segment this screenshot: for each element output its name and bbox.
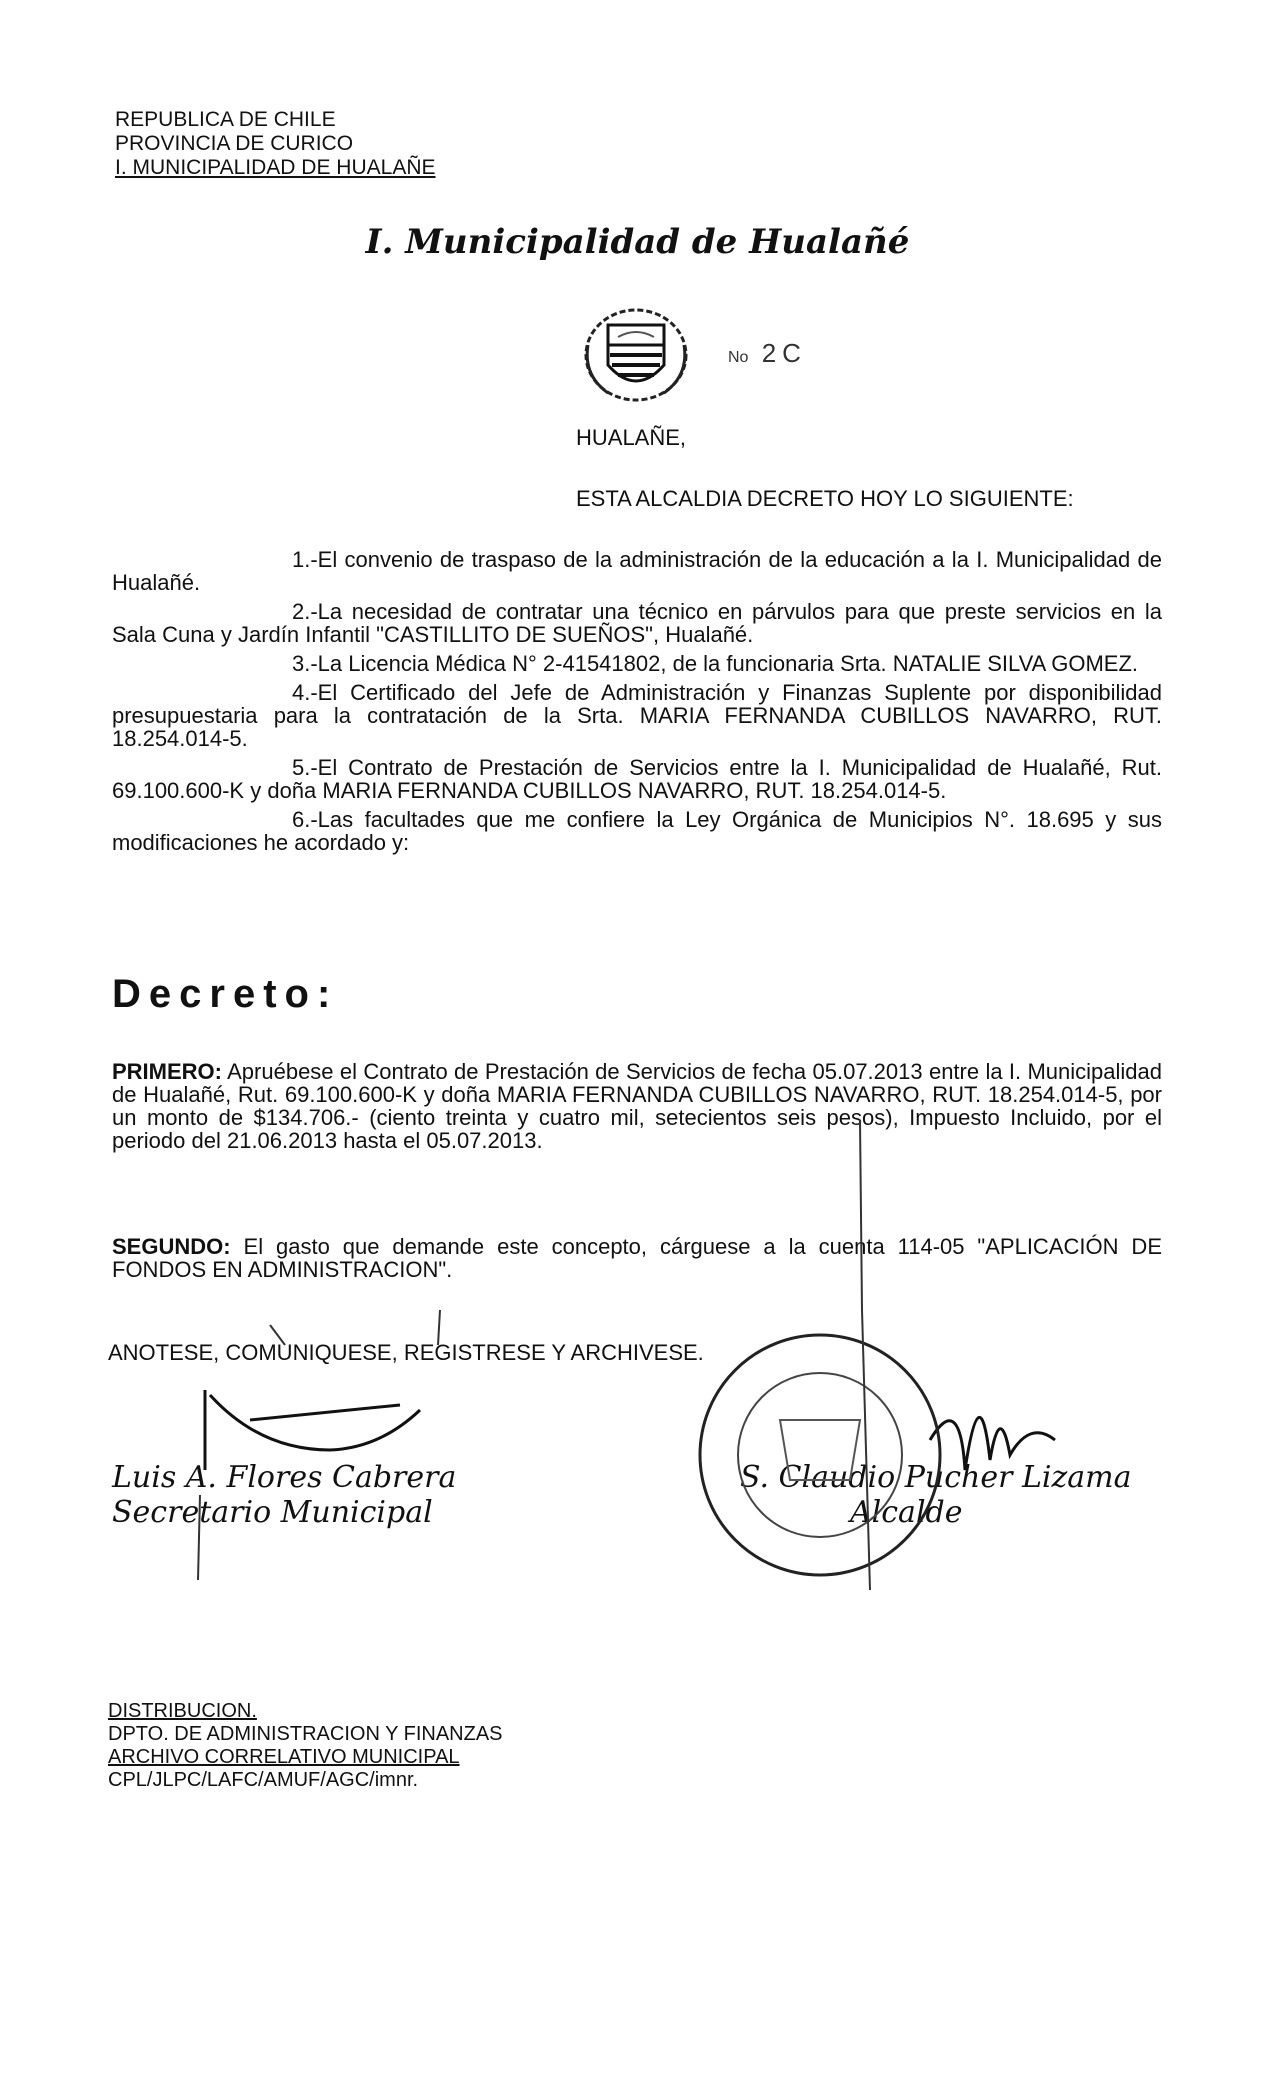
distribution-line-3: CPL/JLPC/LAFC/AMUF/AGC/imnr.: [108, 1769, 419, 1791]
official-seal-icon: [700, 1335, 940, 1575]
considerando-4: 4.-El Certificado del Jefe de Administración y Finanzas Suplente por disponibilidad presupuestaria para la contratación de la Srta. MARIA FERNANDA CUBILLOS NAVARRO, RUT. 18.254.014-5.: [112, 680, 1162, 751]
distribution-line-2: ARCHIVO CORRELATIVO MUNICIPAL: [108, 1746, 460, 1768]
letterhead-country: REPUBLICA DE CHILE: [115, 108, 336, 131]
considerando-3: 3.-La Licencia Médica N° 2-41541802, de la funcionaria Srta. NATALIE SILVA GOMEZ.: [292, 651, 1139, 676]
distribution-line-1: DPTO. DE ADMINISTRACION Y FINANZAS: [108, 1723, 503, 1745]
closing-formula: ANOTESE, COMUNIQUESE, REGISTRESE Y ARCHIVESE.: [108, 1340, 704, 1365]
secretary-role: Secretario Municipal: [112, 1495, 433, 1530]
document-title: I. Municipalidad de Hualañé: [365, 222, 910, 262]
decreto-heading: Decreto:: [112, 972, 339, 1016]
letterhead-province: PROVINCIA DE CURICO: [115, 132, 354, 155]
distribution-heading: DISTRIBUCION.: [108, 1700, 257, 1722]
letterhead-municipality: I. MUNICIPALIDAD DE HUALAÑE: [115, 156, 436, 179]
distribution-block: [108, 1700, 503, 1792]
primero-label: PRIMERO:: [112, 1059, 222, 1084]
considerando-2: 2.-La necesidad de contratar una técnico en párvulos para que preste servicios en la Sala Cuna y Jardín Infantil "CASTILLITO DE SUEÑOS", Hualañé.: [112, 599, 1162, 647]
city-line: HUALAÑE,: [576, 425, 687, 450]
considerando-5: 5.-El Contrato de Prestación de Servicios entre la I. Municipalidad de Hualañé, Rut. 69.100.600-K y doña MARIA FERNANDA CUBILLOS NAVARRO, RUT. 18.254.014-5.: [112, 755, 1162, 803]
considerando-1: 1.-El convenio de traspaso de la administración de la educación a la I. Municipalidad de Hualañé.: [112, 547, 1162, 595]
mayor-role: Alcalde: [850, 1495, 963, 1530]
decree-number-prefix: No: [728, 349, 749, 366]
mayor-signature-scribble: [930, 1417, 1055, 1470]
decree-number-value: 2C: [761, 338, 807, 368]
primero-text: Apruébese el Contrato de Prestación de Servicios de fecha 05.07.2013 entre la I. Municipalidad de Hualañé, Rut. 69.100.600-K y doña MARIA FERNANDA CUBILLOS NAVARRO, RUT. 18.254.014-5, por un monto de $134.706.- (ciento treinta y cuatro mil, setecientos seis pesos), Impuesto Incluido, por el periodo del 21.06.2013 hasta el 05.07.2013.: [112, 1059, 1162, 1153]
secretary-signature-scribble: [205, 1390, 420, 1470]
secretary-name: Luis A. Flores Cabrera: [112, 1460, 457, 1495]
segundo-label: SEGUNDO:: [112, 1234, 231, 1259]
mayor-name: S. Claudio Pucher Lizama: [740, 1460, 1132, 1495]
decree-intro: ESTA ALCALDIA DECRETO HOY LO SIGUIENTE:: [576, 486, 1074, 511]
segundo-text: El gasto que demande este concepto, cárguese a la cuenta 114-05 "APLICACIÓN DE FONDOS EN ADMINISTRACION".: [112, 1234, 1162, 1282]
considerando-6: 6.-Las facultades que me confiere la Ley Orgánica de Municipios N°. 18.695 y sus modificaciones he acordado y:: [112, 807, 1162, 855]
